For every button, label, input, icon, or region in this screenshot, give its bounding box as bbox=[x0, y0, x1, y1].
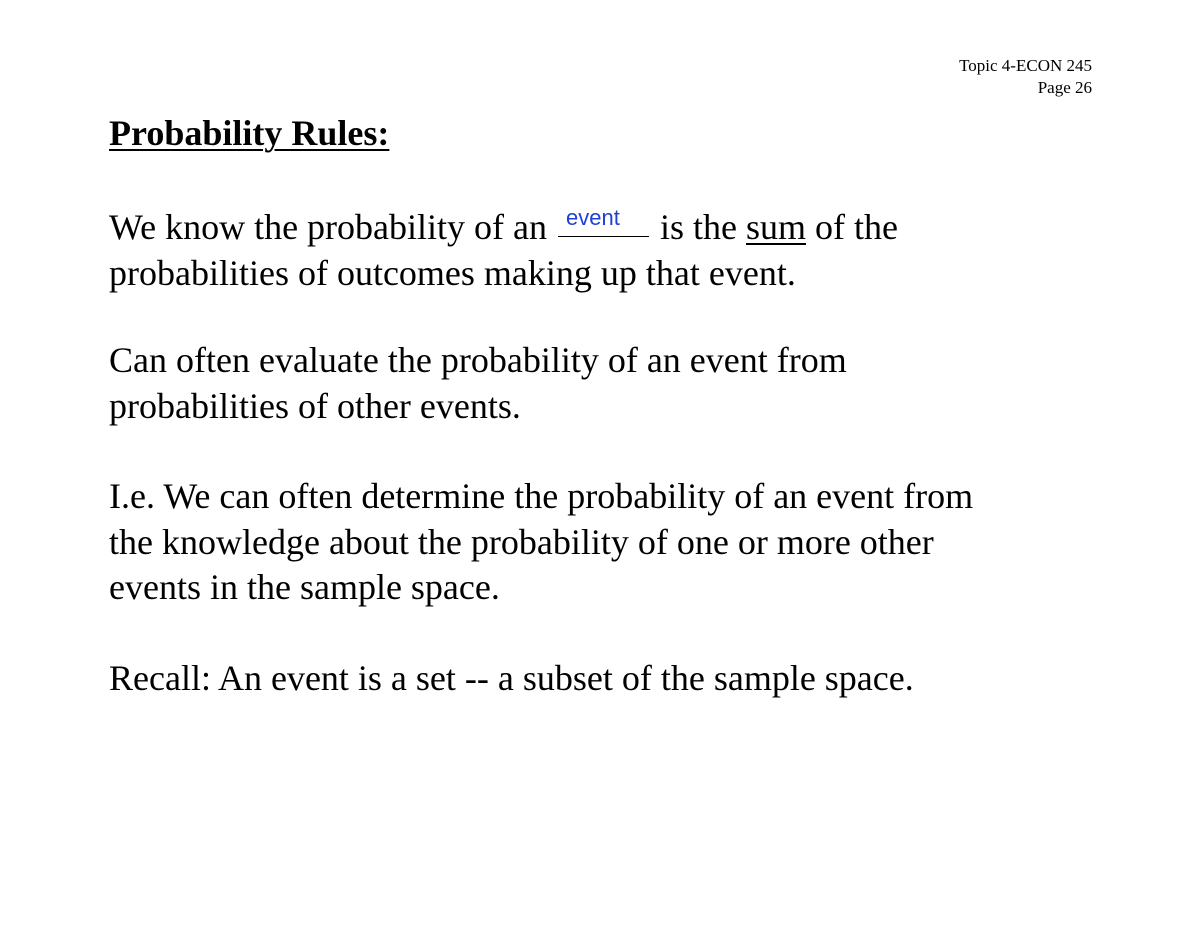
text-segment: We know the probability of an bbox=[109, 207, 556, 247]
paragraph-line: probabilities of outcomes making up that event. bbox=[109, 252, 796, 293]
text-segment: of the bbox=[806, 207, 898, 247]
page-header bbox=[959, 55, 1092, 99]
paragraph-line: Can often evaluate the probability of an event from bbox=[109, 340, 847, 380]
handwritten-answer: event bbox=[566, 205, 620, 230]
topic-label: Topic 4-ECON 245 bbox=[959, 56, 1092, 75]
paragraph-event-sum bbox=[109, 203, 898, 296]
paragraph-evaluate bbox=[109, 338, 847, 429]
paragraph-line: the knowledge about the probability of one or more other bbox=[109, 521, 934, 562]
paragraph-line: events in the sample space. bbox=[109, 567, 500, 607]
paragraph-line: Recall: An event is a set -- a subset of the sample space. bbox=[109, 658, 914, 698]
page-title: Probability Rules: bbox=[109, 113, 390, 153]
blank-underline bbox=[558, 236, 649, 237]
paragraph-line: I.e. We can often determine the probability of an event from bbox=[109, 476, 974, 516]
emphasized-word: sum bbox=[746, 207, 807, 247]
fill-in-blank bbox=[556, 203, 651, 239]
paragraph-line bbox=[109, 203, 898, 251]
text-segment: is the bbox=[651, 207, 746, 247]
paragraph-line: probabilities of other events. bbox=[109, 385, 521, 426]
paragraph-recall bbox=[109, 656, 914, 702]
paragraph-ie bbox=[109, 474, 973, 611]
page-number: Page 26 bbox=[1037, 78, 1092, 97]
